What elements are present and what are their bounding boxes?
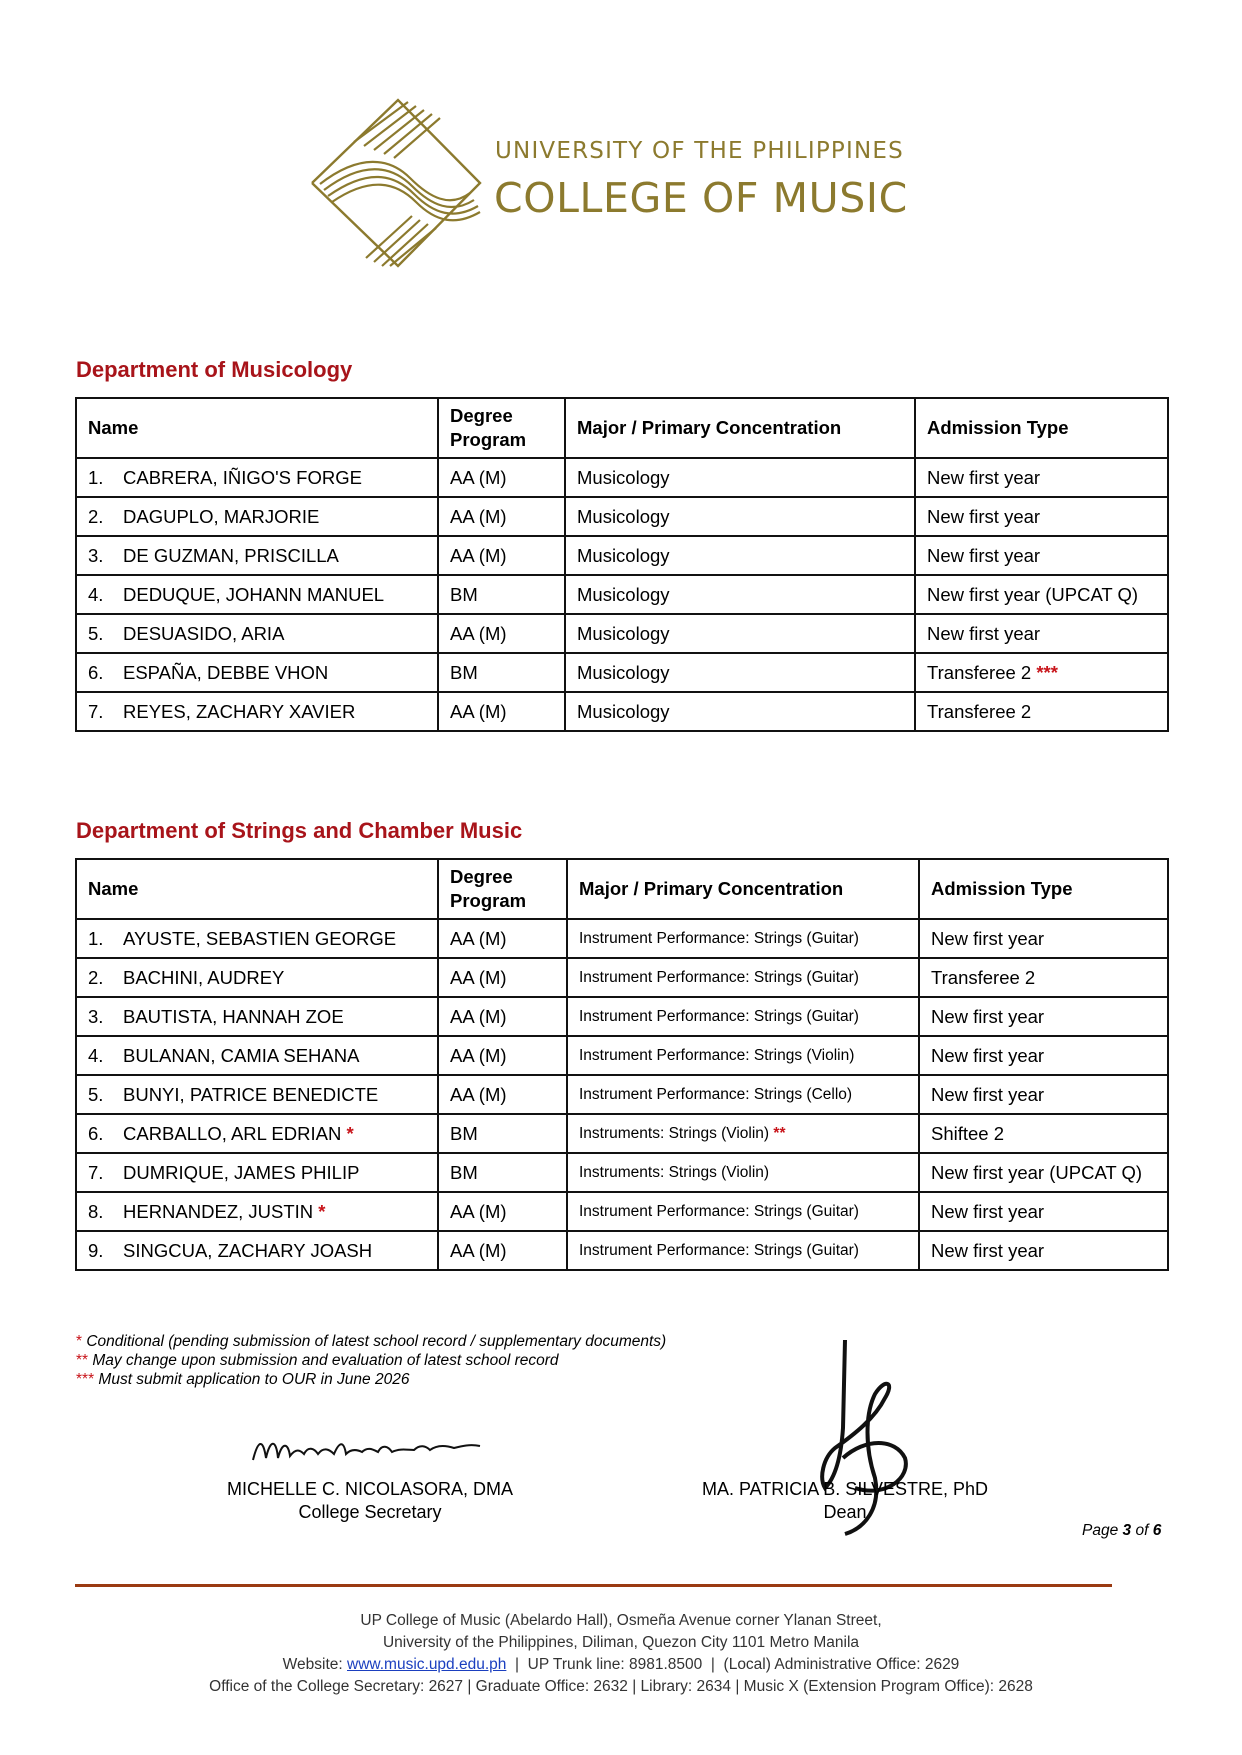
major-concentration: Instrument Performance: Strings (Cello) [579, 1085, 853, 1103]
admission-cell [919, 1192, 1168, 1231]
admission-cell [915, 692, 1168, 731]
row-number: 4. [88, 583, 104, 605]
signatory-dean [680, 1478, 1010, 1524]
row-number: 1. [88, 466, 104, 488]
footnote-mark: * [76, 1333, 83, 1350]
name-cell [76, 536, 438, 575]
admission-cell [919, 1114, 1168, 1153]
degree-program: BM [450, 661, 478, 683]
footnote [76, 1370, 666, 1389]
student-name: DAGUPLO, MARJORIE [123, 505, 320, 527]
degree-program: AA (M) [450, 966, 507, 988]
major-cell [567, 1231, 919, 1270]
note-mark: ** [773, 1124, 786, 1142]
degree-cell [438, 958, 567, 997]
major-cell [567, 1153, 919, 1192]
major-concentration: Instrument Performance: Strings (Guitar) [579, 968, 859, 986]
admission-cell [919, 1075, 1168, 1114]
degree-program: AA (M) [450, 700, 507, 722]
row-number: 6. [88, 661, 104, 683]
conditional-mark: * [346, 1122, 354, 1144]
table-row [76, 1192, 1168, 1231]
major-cell [565, 497, 915, 536]
page-number-current: 3 [1122, 1522, 1132, 1539]
student-name: SINGCUA, ZACHARY JOASH [123, 1239, 373, 1261]
major-concentration: Musicology [577, 505, 670, 527]
major-concentration: Musicology [577, 661, 670, 683]
name-cell [76, 692, 438, 731]
degree-program: BM [450, 1122, 478, 1144]
admission-type: New first year (UPCAT Q) [931, 1161, 1143, 1183]
table-row [76, 575, 1168, 614]
college-name: COLLEGE OF MUSIC [494, 174, 908, 222]
footer-line: Office of the College Secretary: 2627 | Graduate Office: 2632 | Library: 2634 | Music X (Extension Program Office): 2628 [209, 1678, 1033, 1695]
major-cell [565, 575, 915, 614]
name-cell [76, 497, 438, 536]
name-cell [76, 958, 438, 997]
admission-cell [915, 575, 1168, 614]
row-number: 7. [88, 1161, 104, 1183]
col-header-major: Major / Primary Concentration [565, 398, 915, 458]
name-cell [76, 1231, 438, 1270]
admission-type: Transferee 2 [927, 661, 1032, 683]
degree-program: AA (M) [450, 1005, 507, 1027]
admission-type: New first year [927, 505, 1041, 527]
student-name: AYUSTE, SEBASTIEN GEORGE [123, 927, 397, 949]
footnote-text: Must submit application to OUR in June 2026 [94, 1371, 410, 1388]
table-row [76, 1153, 1168, 1192]
contact-numbers: | UP Trunk line: 8981.8500 | (Local) Administrative Office: 2629 [506, 1656, 960, 1673]
name-cell [76, 1075, 438, 1114]
degree-cell [438, 458, 565, 497]
degree-program: AA (M) [450, 1239, 507, 1261]
row-number: 3. [88, 1005, 104, 1027]
student-name: CABRERA, IÑIGO'S FORGE [123, 466, 362, 488]
major-concentration: Instrument Performance: Strings (Guitar) [579, 929, 859, 947]
degree-program: AA (M) [450, 1044, 507, 1066]
university-name: UNIVERSITY OF THE PHILIPPINES [495, 138, 904, 164]
conditional-mark: * [318, 1200, 326, 1222]
degree-cell [438, 1036, 567, 1075]
degree-cell [438, 614, 565, 653]
signatory-title: College Secretary [298, 1502, 442, 1522]
table-row [76, 692, 1168, 731]
major-concentration: Musicology [577, 700, 670, 722]
degree-cell [438, 1075, 567, 1114]
footnotes [76, 1332, 666, 1389]
row-number: 8. [88, 1200, 104, 1222]
admission-type: New first year [931, 1044, 1045, 1066]
admission-cell [915, 614, 1168, 653]
section-title-musicology: Department of Musicology [76, 357, 353, 382]
section-title-strings: Department of Strings and Chamber Music [76, 818, 523, 843]
degree-program: BM [450, 583, 478, 605]
table-row [76, 919, 1168, 958]
row-number: 2. [88, 505, 104, 527]
admission-type: Transferee 2 [927, 700, 1032, 722]
student-name: CARBALLO, ARL EDRIAN [123, 1122, 342, 1144]
student-name: DEDUQUE, JOHANN MANUEL [123, 583, 385, 605]
footer-line [0, 1654, 1242, 1676]
degree-cell [438, 919, 567, 958]
name-cell [76, 1114, 438, 1153]
major-cell [565, 692, 915, 731]
degree-cell [438, 1192, 567, 1231]
admission-type: New first year [927, 466, 1041, 488]
major-concentration: Musicology [577, 466, 670, 488]
admission-cell [919, 1036, 1168, 1075]
row-number: 3. [88, 544, 104, 566]
table-row [76, 536, 1168, 575]
major-cell [567, 1192, 919, 1231]
degree-program: AA (M) [450, 466, 507, 488]
page-number [1082, 1522, 1161, 1540]
admission-cell [915, 653, 1168, 692]
major-cell [565, 653, 915, 692]
col-header-name: Name [76, 859, 438, 919]
strings-table [75, 858, 1169, 1271]
signature-left [248, 1420, 498, 1480]
row-number: 4. [88, 1044, 104, 1066]
table-row [76, 1036, 1168, 1075]
student-name: DE GUZMAN, PRISCILLA [123, 544, 339, 566]
table-row [76, 653, 1168, 692]
name-cell [76, 458, 438, 497]
musicology-table [75, 397, 1169, 732]
note-mark: *** [1036, 661, 1058, 683]
row-number: 9. [88, 1239, 104, 1261]
degree-program: AA (M) [450, 1083, 507, 1105]
student-name: BULANAN, CAMIA SEHANA [123, 1044, 360, 1066]
major-concentration: Musicology [577, 583, 670, 605]
admission-cell [919, 1153, 1168, 1192]
row-number: 7. [88, 700, 104, 722]
row-number: 1. [88, 927, 104, 949]
page-number-sep: of [1131, 1522, 1153, 1539]
student-name: ESPAÑA, DEBBE VHON [123, 661, 329, 683]
footnote [76, 1351, 666, 1370]
admission-cell [915, 458, 1168, 497]
table-header-row [76, 859, 1168, 919]
admission-type: New first year [931, 1239, 1045, 1261]
table-row [76, 1075, 1168, 1114]
signatory-title: Dean [823, 1502, 867, 1522]
col-header-admission: Admission Type [915, 398, 1168, 458]
major-concentration: Instrument Performance: Strings (Guitar) [579, 1007, 859, 1025]
admission-cell [919, 997, 1168, 1036]
major-cell [567, 1075, 919, 1114]
student-name: BUNYI, PATRICE BENEDICTE [123, 1083, 379, 1105]
footer-address [0, 1610, 1242, 1698]
table-row [76, 1231, 1168, 1270]
major-concentration: Instrument Performance: Strings (Violin) [579, 1046, 855, 1064]
major-cell [567, 997, 919, 1036]
major-cell [567, 919, 919, 958]
degree-cell [438, 1153, 567, 1192]
name-cell [76, 575, 438, 614]
admission-type: New first year [931, 927, 1045, 949]
admission-cell [919, 919, 1168, 958]
table-row [76, 497, 1168, 536]
student-name: BACHINI, AUDREY [123, 966, 285, 988]
row-number: 5. [88, 1083, 104, 1105]
student-name: REYES, ZACHARY XAVIER [123, 700, 356, 722]
admission-type: New first year (UPCAT Q) [927, 583, 1139, 605]
major-concentration: Instruments: Strings (Violin) [579, 1163, 770, 1181]
degree-cell [438, 997, 567, 1036]
website-label: Website: [282, 1656, 347, 1673]
degree-program: AA (M) [450, 544, 507, 566]
degree-program: BM [450, 1161, 478, 1183]
admission-type: Shiftee 2 [931, 1122, 1005, 1144]
college-logo [310, 98, 908, 268]
degree-program: AA (M) [450, 505, 507, 527]
student-name: BAUTISTA, HANNAH ZOE [123, 1005, 344, 1027]
student-name: DUMRIQUE, JAMES PHILIP [123, 1161, 360, 1183]
major-concentration: Instrument Performance: Strings (Guitar) [579, 1202, 859, 1220]
admission-cell [919, 958, 1168, 997]
major-cell [567, 958, 919, 997]
major-cell [567, 1036, 919, 1075]
degree-cell [438, 653, 565, 692]
signatory-name: MA. PATRICIA B. SILVESTRE, PhD [701, 1479, 989, 1499]
name-cell [76, 1036, 438, 1075]
admission-cell [915, 497, 1168, 536]
footer-line: University of the Philippines, Diliman, Quezon City 1101 Metro Manila [382, 1634, 860, 1651]
name-cell [76, 1153, 438, 1192]
degree-cell [438, 575, 565, 614]
table-row [76, 958, 1168, 997]
col-header-admission: Admission Type [919, 859, 1168, 919]
student-name: HERNANDEZ, JUSTIN [123, 1200, 314, 1222]
footer-line: UP College of Music (Abelardo Hall), Osmeña Avenue corner Ylanan Street, [360, 1612, 882, 1629]
admission-type: New first year [931, 1200, 1045, 1222]
footer-divider [75, 1584, 1112, 1587]
degree-cell [438, 1231, 567, 1270]
footnote-text: May change upon submission and evaluation of latest school record [88, 1352, 559, 1369]
major-concentration: Musicology [577, 544, 670, 566]
signatory-name: MICHELLE C. NICOLASORA, DMA [226, 1479, 514, 1499]
major-cell [565, 458, 915, 497]
name-cell [76, 919, 438, 958]
admission-type: Transferee 2 [931, 966, 1036, 988]
row-number: 6. [88, 1122, 104, 1144]
degree-cell [438, 1114, 567, 1153]
degree-program: AA (M) [450, 622, 507, 644]
footnote-mark: *** [76, 1371, 95, 1388]
row-number: 5. [88, 622, 104, 644]
major-concentration: Musicology [577, 622, 670, 644]
col-header-degree: Degree Program [438, 398, 565, 458]
table-row [76, 458, 1168, 497]
page-number-prefix: Page [1082, 1522, 1123, 1539]
degree-program: AA (M) [450, 1200, 507, 1222]
footnote-mark: ** [76, 1352, 89, 1369]
name-cell [76, 653, 438, 692]
name-cell [76, 614, 438, 653]
signatory-secretary [210, 1478, 530, 1524]
admission-type: New first year [927, 622, 1041, 644]
table-row [76, 997, 1168, 1036]
degree-cell [438, 497, 565, 536]
major-cell [565, 536, 915, 575]
col-header-major: Major / Primary Concentration [567, 859, 919, 919]
degree-cell [438, 692, 565, 731]
admission-cell [915, 536, 1168, 575]
degree-cell [438, 536, 565, 575]
admission-type: New first year [927, 544, 1041, 566]
major-cell [565, 614, 915, 653]
footnote [76, 1332, 666, 1351]
website-link[interactable]: www.music.upd.edu.ph [347, 1656, 507, 1673]
col-header-degree: Degree Program [438, 859, 567, 919]
table-header-row [76, 398, 1168, 458]
major-concentration: Instrument Performance: Strings (Guitar) [579, 1241, 859, 1259]
name-cell [76, 1192, 438, 1231]
student-name: DESUASIDO, ARIA [123, 622, 285, 644]
major-cell [567, 1114, 919, 1153]
degree-program: AA (M) [450, 927, 507, 949]
table-row [76, 1114, 1168, 1153]
logo-emblem-icon [310, 98, 490, 268]
name-cell [76, 997, 438, 1036]
page-number-total: 6 [1152, 1522, 1162, 1539]
row-number: 2. [88, 966, 104, 988]
major-concentration: Instruments: Strings (Violin) [579, 1124, 770, 1142]
col-header-name: Name [76, 398, 438, 458]
table-row [76, 614, 1168, 653]
admission-type: New first year [931, 1083, 1045, 1105]
admission-cell [919, 1231, 1168, 1270]
footnote-text: Conditional (pending submission of latest school record / supplementary documents) [82, 1333, 667, 1350]
admission-type: New first year [931, 1005, 1045, 1027]
